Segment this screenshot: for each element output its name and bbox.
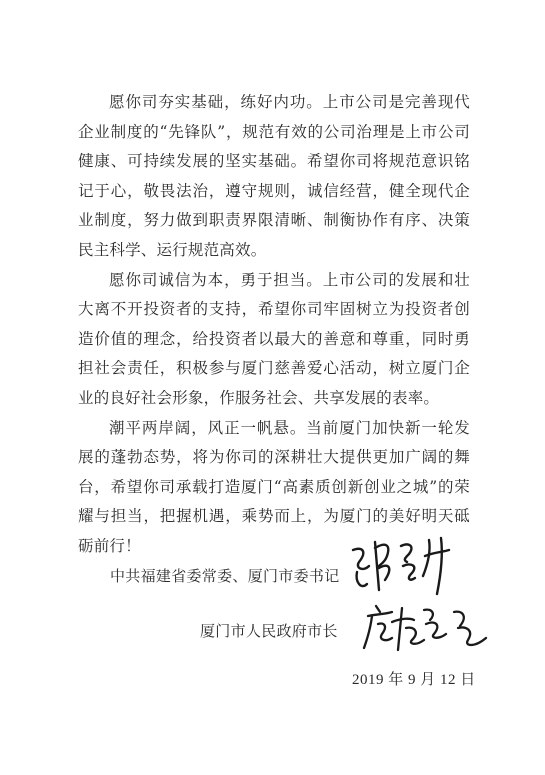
signature-1-handwritten [345,532,463,600]
paragraph-1: 愿你司夯实基础，练好内功。上市公司是完善现代企业制度的“先锋队”，规范有效的公司治理是上市公司健康、可持续发展的坚实基础。希望你司将规范意识铭记于心，敬畏法治，遵守规则，诚信经营，健全现代企业制度，努力做到职责界限清晰、制衡协作有序、决策民主科学、运行规范高效。 [78,93,470,259]
signatory-1 [110,565,340,586]
letter-body [78,88,470,562]
letter-date: 2019 年 9 月 12 日 [352,672,476,688]
signatory-1-title: 中共福建省委常委、厦门市委书记 [110,567,340,585]
signature-2-handwritten [362,598,492,656]
signatory-2 [200,620,338,641]
paragraph-3: 潮平两岸阔，风正一帆悬。当前厦门加快新一轮发展的蓬勃态势，将为你司的深耕壮大提供更加广阔的舞台，希望你司承载打造厦门“高素质创新创业之城”的荣耀与担当，把握机遇，乘势而上，为厦门的美好明天砥砺前行！ [78,418,470,555]
signatory-2-title: 厦门市人民政府市长 [200,622,338,640]
paragraph-2: 愿你司诚信为本，勇于担当。上市公司的发展和壮大离不开投资者的支持，希望你司牢固树立为投资者创造价值的理念，给投资者以最大的善意和尊重，同时勇担社会责任，积极参与厦门慈善爱心活动，树立厦门企业的良好社会形象，作服务社会、共享发展的表率。 [78,270,470,407]
